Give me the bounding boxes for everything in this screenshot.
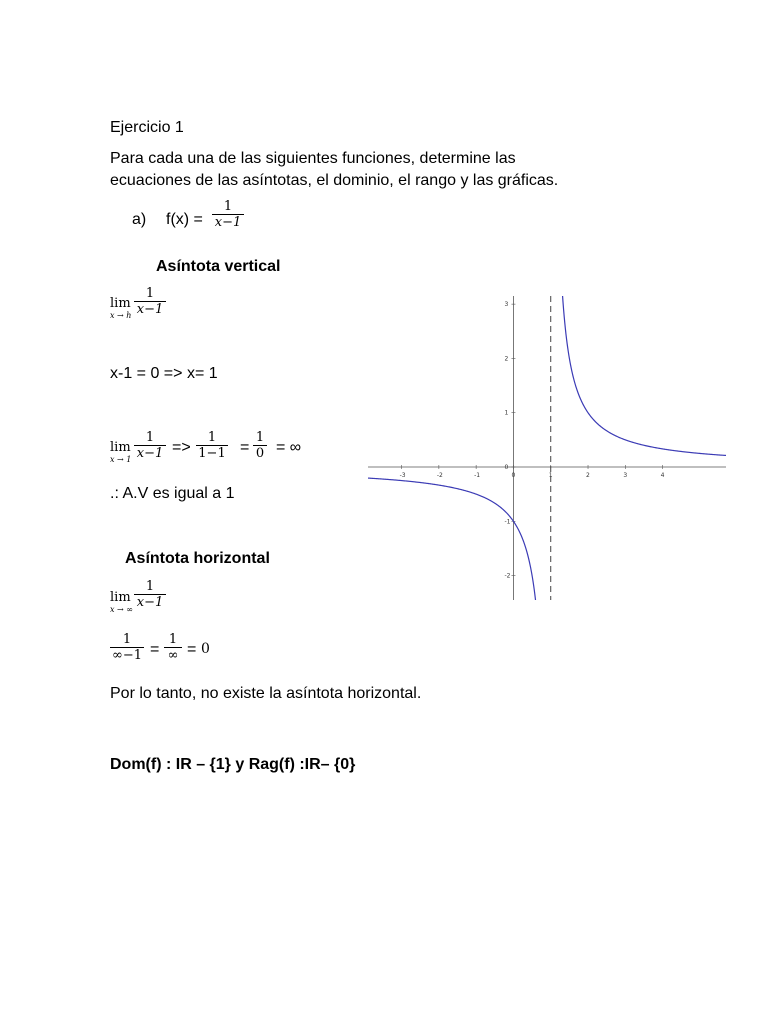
fraction-den: 1−1: [198, 446, 226, 461]
implies-arrow: =>: [172, 439, 191, 456]
limit-h1-fraction: [134, 580, 166, 610]
fraction-num: 1: [207, 430, 217, 445]
limit-v1-fraction: [134, 287, 166, 317]
item-a-den: x−1: [214, 215, 242, 230]
fraction-num: 1: [145, 430, 155, 445]
y-tick-label: -2: [504, 572, 511, 580]
y-tick-label: 3: [504, 301, 509, 309]
lim-word: lim: [110, 440, 131, 455]
item-a-fx: f(x) =: [166, 211, 203, 228]
lim-sub: x → ∞: [110, 605, 133, 614]
vertical-asymptote-title: Asíntota vertical: [156, 258, 281, 275]
fraction-den: x−1: [136, 446, 164, 461]
horizontal-asymptote-title: Asíntota horizontal: [125, 550, 270, 567]
fraction-num: 1: [168, 632, 178, 647]
item-a-num: 1: [223, 199, 233, 214]
fraction-num: 1: [145, 579, 155, 594]
domain-range: Dom(f) : IR – {1} y Rag(f) :IR– {0}: [110, 756, 356, 773]
fraction-1-over-inf: [164, 633, 182, 663]
item-a-label: a): [132, 211, 147, 228]
x-tick-label: -2: [436, 472, 443, 479]
x-tick-label: 2: [586, 472, 590, 479]
x-tick-label: 4: [660, 472, 665, 479]
vertical-equation: x-1 = 0 => x= 1: [110, 365, 218, 382]
fraction-num: 1: [255, 430, 265, 445]
x-tick-label: -3: [399, 472, 406, 479]
fraction-1-over-0: [253, 431, 267, 461]
y-tick-label: -1: [504, 518, 511, 526]
equals-sign: =: [240, 439, 250, 456]
fraction-den: x−1: [136, 595, 164, 610]
x-tick-label: 1: [548, 472, 553, 479]
fraction-num: 1: [122, 632, 132, 647]
lim-sub: x → 1: [110, 455, 132, 464]
y-tick-label: 1: [504, 409, 509, 417]
y-tick-label: 0: [504, 464, 509, 471]
fraction-den: 0: [255, 446, 265, 461]
fraction-num: 1: [145, 286, 155, 301]
intro-line-2: ecuaciones de las asíntotas, el dominio, el rango y las gráficas.: [110, 172, 559, 189]
equals-infinity: = ∞: [276, 439, 302, 456]
lim-word: lim: [110, 296, 131, 311]
item-a-fraction: [212, 200, 244, 230]
fraction-den: ∞: [167, 648, 179, 663]
vertical-conclusion: .: A.V es igual a 1: [110, 485, 235, 502]
x-tick-label: -1: [474, 472, 481, 479]
lim-sub: x → h: [110, 311, 132, 320]
fraction-den: ∞−1: [112, 648, 142, 663]
function-graph: [368, 296, 726, 600]
fraction-1-over-1-minus-1: [196, 431, 228, 461]
curve-right-branch: [561, 296, 726, 455]
x-tick-label: 3: [623, 472, 628, 479]
equals-sign: =: [150, 641, 160, 658]
equals-sign: =: [187, 641, 197, 658]
x-tick-label: 0: [511, 472, 516, 479]
y-tick-label: 2: [504, 355, 509, 363]
fraction-den: x−1: [136, 302, 164, 317]
horizontal-conclusion: Por lo tanto, no existe la asíntota horizontal.: [110, 685, 422, 702]
fraction-1-over-inf-minus-1: [110, 633, 144, 663]
exercise-heading: Ejercicio 1: [110, 119, 184, 136]
curve-left-branch: [368, 478, 538, 600]
limit-v2-fraction: [134, 431, 166, 461]
zero-value: 0: [201, 641, 210, 657]
intro-line-1: Para cada una de las siguientes funciones, determine las: [110, 150, 516, 167]
lim-word: lim: [110, 590, 131, 605]
